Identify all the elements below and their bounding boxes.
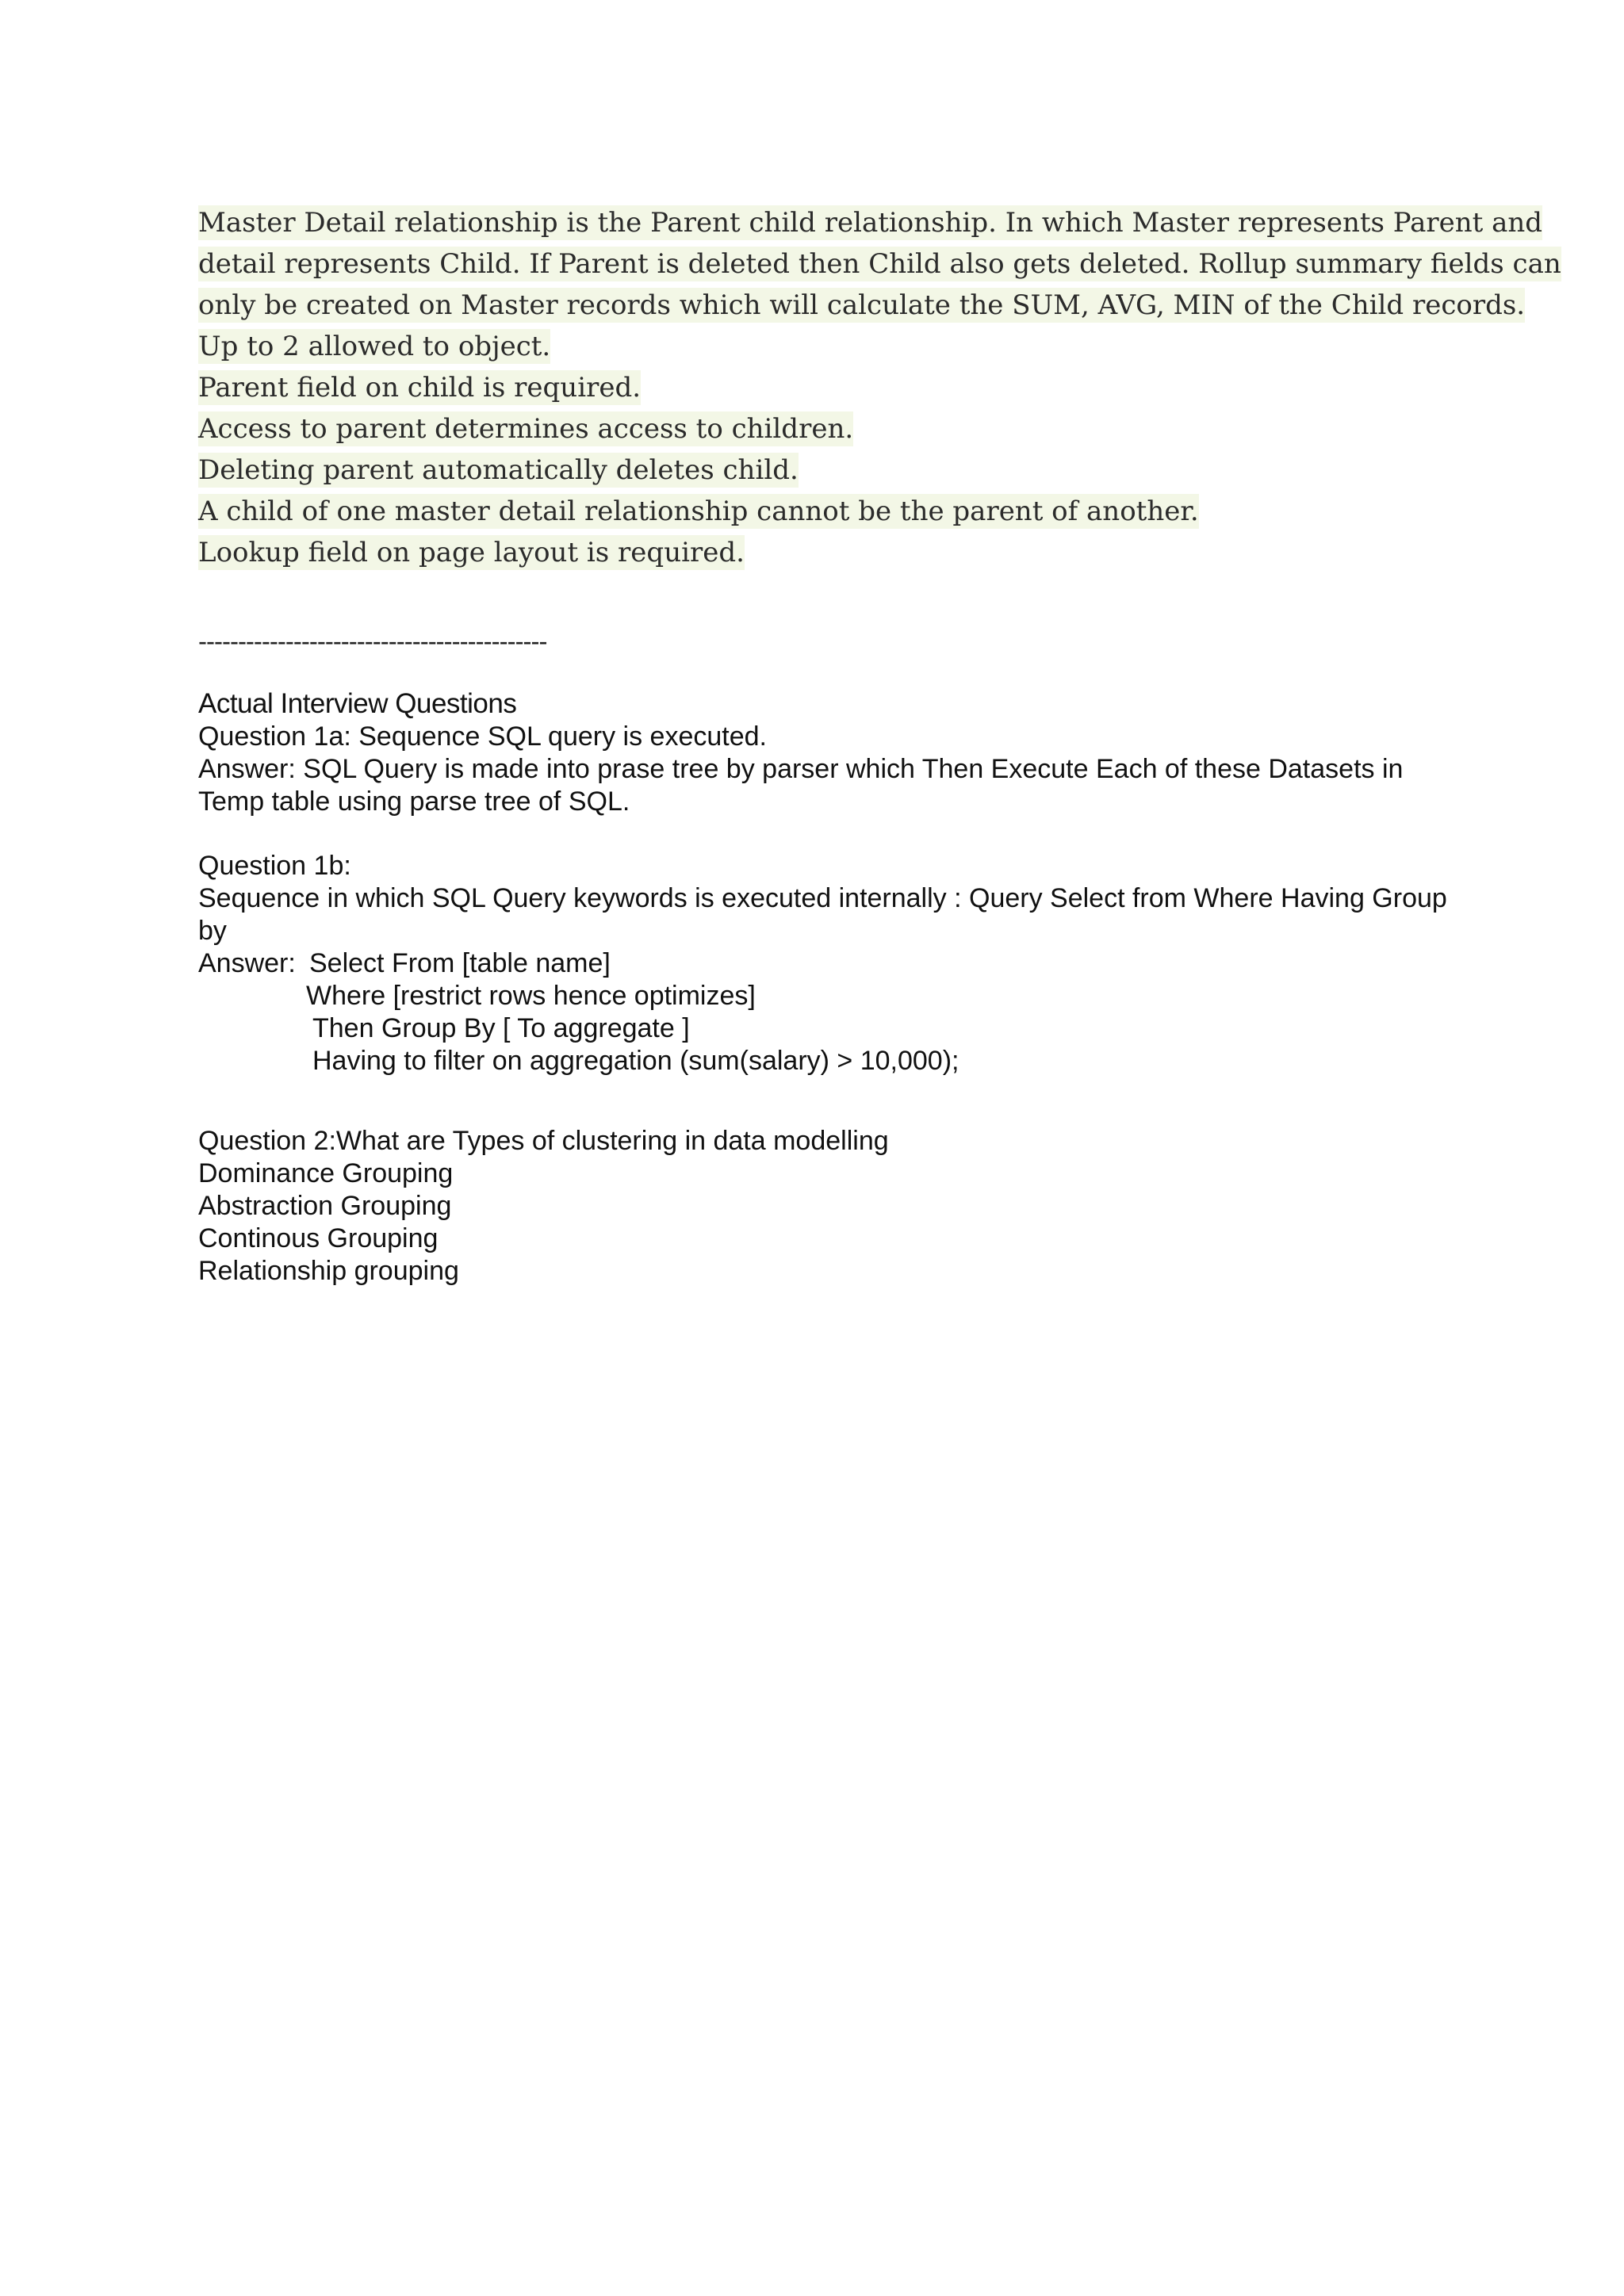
note-line: Access to parent determines access to children. — [198, 413, 854, 445]
question-1b-text: by — [198, 916, 227, 946]
question-1a: Question 1a: Sequence SQL query is executed. — [198, 721, 767, 752]
answer-step: Then Group By [ To aggregate ] — [312, 1013, 690, 1043]
note-line: A child of one master detail relationship cannot be the parent of another. — [198, 496, 1199, 527]
answer-1a-line: Answer: SQL Query is made into prase tree by parser which Then Execute Each of these Datasets in — [198, 754, 1404, 784]
list-item: Dominance Grouping — [198, 1158, 454, 1188]
section-title: Actual Interview Questions — [198, 688, 517, 719]
question-1b: Question 1b: — [198, 851, 351, 881]
question-2: Question 2:What are Types of clustering in data modelling — [198, 1126, 889, 1156]
answer-label: Answer: — [198, 948, 296, 978]
list-item: Continous Grouping — [198, 1223, 439, 1253]
answer-step: Select From [table name] — [309, 948, 611, 978]
note-line: Lookup field on page layout is required. — [198, 537, 745, 568]
answer-1b — [198, 947, 1435, 980]
master-detail-notes — [198, 202, 1561, 573]
note-line: only be created on Master records which will calculate the SUM, AVG, MIN of the Child records. — [198, 289, 1526, 321]
section-divider: -------------------------------------------- — [198, 626, 547, 656]
answer-step: Having to filter on aggregation (sum(salary) > 10,000); — [312, 1046, 959, 1076]
list-item: Abstraction Grouping — [198, 1191, 452, 1221]
note-line: detail represents Child. If Parent is deleted then Child also gets deleted. Rollup summary fields can — [198, 248, 1561, 280]
document-page — [198, 202, 1561, 1288]
note-line: Up to 2 allowed to object. — [198, 331, 551, 362]
list-item: Relationship grouping — [198, 1256, 459, 1286]
answer-1a-line: Temp table using parse tree of SQL. — [198, 786, 630, 817]
note-line: Parent field on child is required. — [198, 372, 642, 404]
question-1b-text: Sequence in which SQL Query keywords is executed internally : Query Select from Where Having Group — [198, 883, 1447, 913]
note-line: Master Detail relationship is the Parent child relationship. In which Master represents Parent and — [198, 207, 1543, 239]
answer-step: Where [restrict rows hence optimizes] — [306, 981, 756, 1011]
note-line: Deleting parent automatically deletes child. — [198, 454, 799, 486]
interview-section — [198, 687, 1447, 1288]
